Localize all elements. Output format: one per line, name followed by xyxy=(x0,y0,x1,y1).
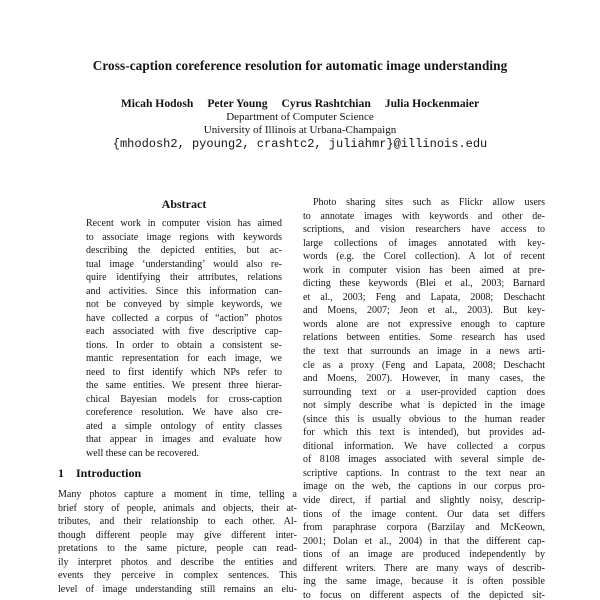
body-line: of 8108 images associated with several simple de- xyxy=(303,454,545,466)
abstract-line: have collected a corpus of “action” photos xyxy=(86,312,282,324)
body-line: to focus on different aspects of the depicted sit- xyxy=(303,589,545,600)
body-line: tributes, and their relationship to each other. Al- xyxy=(58,516,297,527)
body-line: words alone are not expressive enough to capture xyxy=(303,318,545,330)
body-line: ily interpret photos and describe the entities and xyxy=(58,556,297,568)
body-line: cle as a proxy (Feng and Lapata, 2008; Deschacht xyxy=(303,359,545,371)
introduction-text-left-column xyxy=(58,488,297,596)
abstract-line: quire identifying their attributes, relations xyxy=(86,272,282,283)
body-line: image on the web, the captions in our corpus pro- xyxy=(303,481,545,493)
body-line: different writers. There are many ways of describ- xyxy=(303,562,545,574)
abstract-heading: Abstract xyxy=(161,197,207,211)
body-line: Photo sharing sites such as Flickr allow users xyxy=(313,197,545,208)
section-number: 1 xyxy=(58,466,64,480)
body-line: and Moens, 2007; Jeon et al., 2003). But key- xyxy=(303,305,545,317)
body-line: dicting these keywords (Blei et al., 2003; Barnard xyxy=(303,278,545,290)
body-line: and Moens, 2007). However, in many cases, the xyxy=(303,373,545,385)
section-title: Introduction xyxy=(76,466,142,480)
body-line: words (e.g. the Corel collection). A lot of recent xyxy=(303,251,545,263)
email-line: {mhodosh2, pyoung2, crashtc2, juliahmr}@illinois.edu xyxy=(112,137,488,151)
body-line: 2001; Dolan et al., 2004) in that the different cap- xyxy=(303,535,545,547)
abstract-line: each associated with five descriptive cap- xyxy=(86,326,282,337)
body-line: events they perceive in complex sentences. This xyxy=(58,570,297,581)
abstract-line: Recent work in computer vision has aimed xyxy=(86,218,282,229)
abstract-line: tual image ‘understanding’ would also re- xyxy=(86,258,282,270)
body-line: brief story of people, animals and objects, their at- xyxy=(58,502,297,514)
body-line: work in computer vision has been aimed at pre- xyxy=(303,264,545,276)
abstract-line: well these can be recovered. xyxy=(86,447,199,459)
abstract-line: the same entities. We present three hierar- xyxy=(86,380,282,391)
abstract-line: tions. In order to obtain a consistent se- xyxy=(86,339,282,351)
body-line: vide direct, if partial and slightly noisy, descrip- xyxy=(303,495,545,507)
author-name: Julia Hockenmaier xyxy=(384,97,480,110)
abstract-line: need to first identify which NPs refer to xyxy=(86,366,282,378)
body-line: the text that surrounds an image in a news arti- xyxy=(303,346,545,358)
body-line: not simply describe what is depicted in the image xyxy=(303,400,545,412)
body-line: tions of an image are produced independently by xyxy=(303,549,545,561)
author-name: Cyrus Rashtchian xyxy=(281,97,371,110)
body-line: ditional information. We have collected a corpus xyxy=(303,440,545,452)
body-line: from paraphrase corpora (Barzilay and McKeown, xyxy=(303,522,545,534)
author-name: Peter Young xyxy=(207,97,268,110)
department-line: Department of Computer Science xyxy=(226,111,374,123)
introduction-text-right-column xyxy=(303,196,545,600)
body-line: level of image understanding still remains an elu- xyxy=(58,583,297,595)
abstract-line: coreference resolution. We have also cre- xyxy=(86,407,282,418)
body-line: large collections of images annotated with key- xyxy=(303,237,545,249)
body-line: to annotate images with keywords and other de- xyxy=(303,210,545,222)
abstract-line: to associate image regions with keywords xyxy=(86,231,282,243)
university-line: University of Illinois at Urbana-Champaign xyxy=(203,124,397,136)
body-line: et al., 2003; Feng and Lapata, 2008; Deschacht xyxy=(303,291,545,303)
body-line: (since this is usually obvious to the human reader xyxy=(303,413,545,425)
paper-title: Cross-caption coreference resolution for automatic image understanding xyxy=(92,58,508,73)
body-line: scriptions, and vision researchers have access to xyxy=(303,224,545,236)
body-line: surrounding text or a user-provided caption does xyxy=(303,386,545,398)
abstract-body xyxy=(86,217,282,460)
abstract-line: not be conveyed by simple keywords, we xyxy=(86,299,282,310)
abstract-line: mantic representation for each image, we xyxy=(86,353,282,364)
body-line: scriptive captions. In contrast to the text near an xyxy=(303,467,545,479)
abstract-line: that appear in images and evaluate how xyxy=(86,434,282,445)
section-heading-introduction xyxy=(58,466,297,480)
body-line: ing the same image, because it is often possible xyxy=(303,576,545,588)
abstract-line: describing the depicted entities, but ac- xyxy=(86,245,282,256)
body-line: tions of the image content. Our data set differs xyxy=(303,508,545,520)
author-name: Micah Hodosh xyxy=(120,97,194,110)
body-line: relations between entities. Some research has used xyxy=(303,332,545,344)
body-line: though different people may give different inter- xyxy=(58,529,297,541)
author-row xyxy=(0,97,600,110)
abstract-line: chical Bayesian models for cross-caption xyxy=(86,393,282,405)
abstract-line: and activities. Since this information can- xyxy=(86,285,282,297)
body-line: pretations to the same picture, people can read- xyxy=(58,543,297,554)
body-line: Many photos capture a moment in time, telling a xyxy=(58,489,297,500)
abstract-line: ated a simple ontology of entity classes xyxy=(86,420,282,432)
body-line: for which this text is intended), but provides ad- xyxy=(303,427,545,439)
